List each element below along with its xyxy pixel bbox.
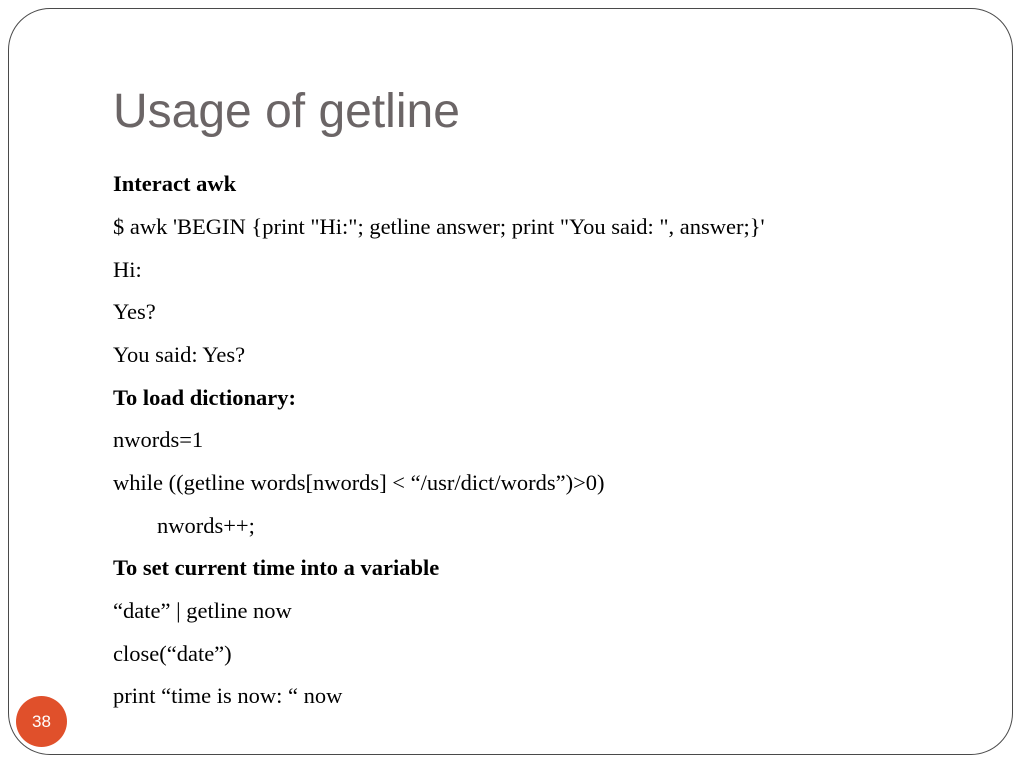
code-line-nwords-init: nwords=1 [113, 427, 204, 452]
heading-load-dictionary: To load dictionary: [113, 385, 296, 410]
page-number: 38 [32, 711, 51, 731]
output-line-you-said: You said: Yes? [113, 342, 246, 367]
code-line-nwords-increment: nwords++; [157, 513, 255, 538]
output-line-yes: Yes? [113, 299, 156, 324]
page-number-badge [16, 696, 67, 747]
slide-title: Usage of getline [113, 85, 460, 138]
code-line-awk-command: $ awk 'BEGIN {print "Hi:"; getline answer; print "You said: ", answer;}' [113, 214, 765, 239]
heading-set-current-time: To set current time into a variable [113, 555, 440, 580]
code-line-print-time: print “time is now: “ now [113, 683, 343, 708]
code-line-while-getline: while ((getline words[nwords] < “/usr/dict/words”)>0) [113, 470, 605, 495]
code-line-date-getline: “date” | getline now [113, 598, 292, 623]
heading-interact-awk: Interact awk [113, 171, 237, 196]
code-line-close-date: close(“date”) [113, 641, 232, 666]
output-line-hi: Hi: [113, 257, 142, 282]
